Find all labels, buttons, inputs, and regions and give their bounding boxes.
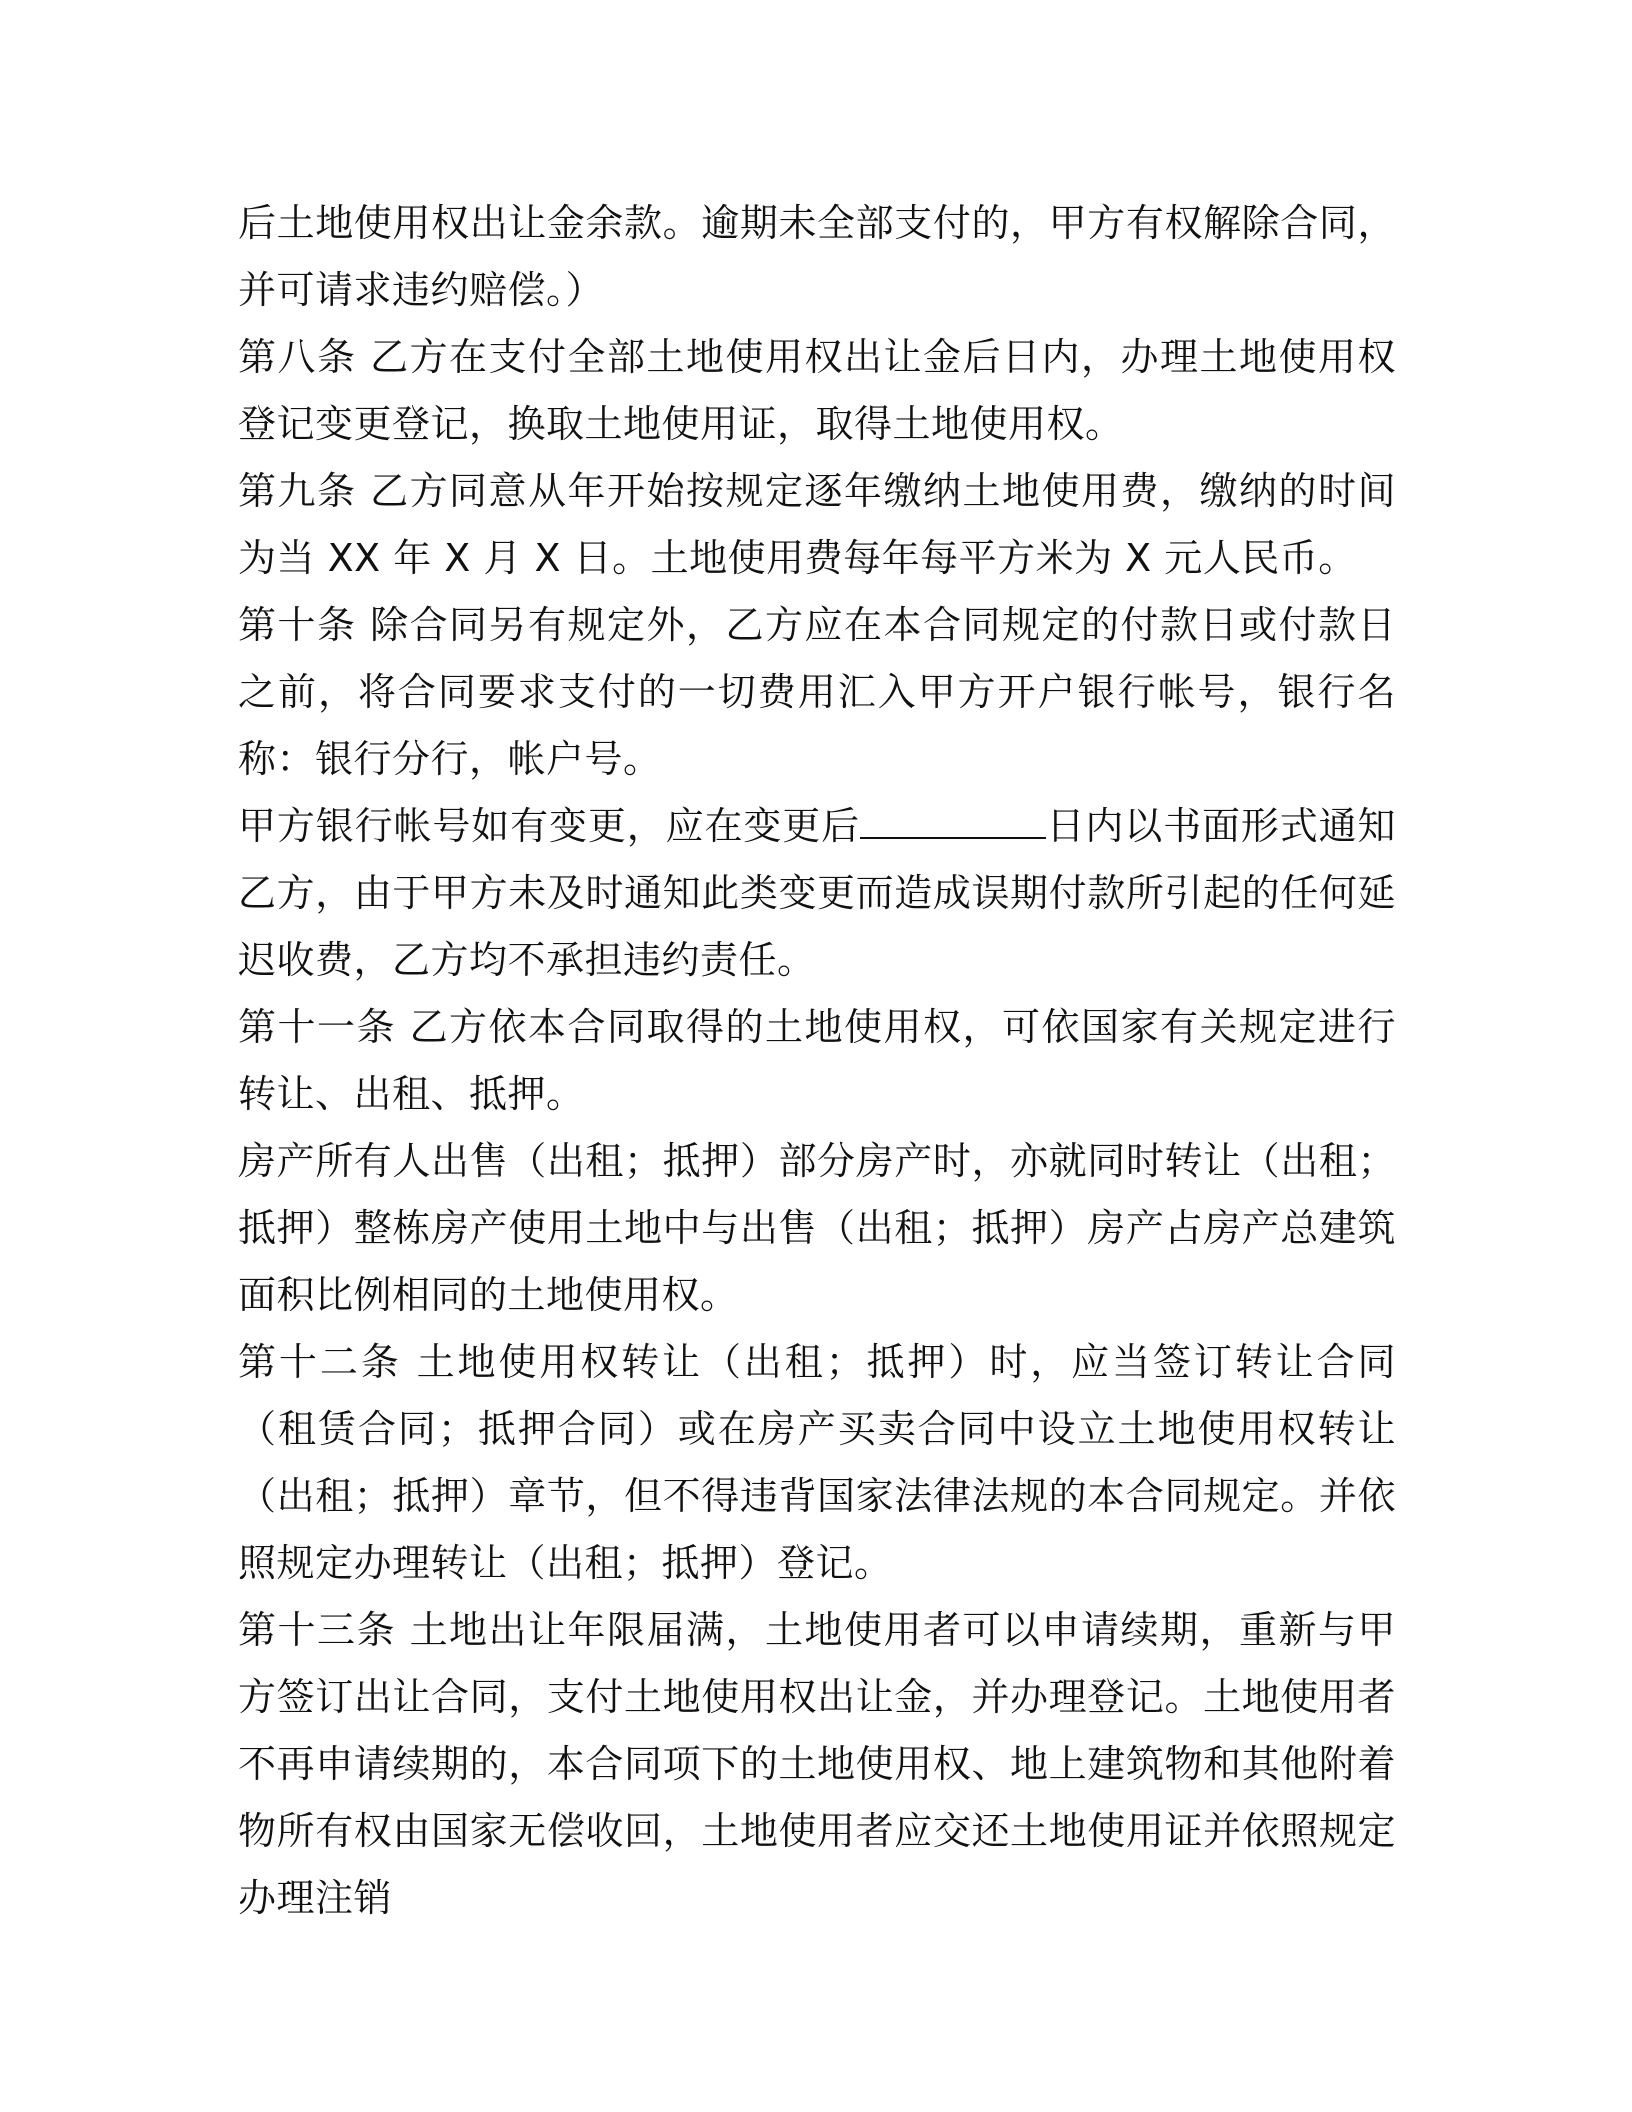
- paragraph-payment-balance: 后土地使用权出让金余款。逾期未全部支付的，甲方有权解除合同，并可请求违约赔偿。）: [238, 201, 1396, 312]
- paragraph-article-10: 第十条 除合同另有规定外，乙方应在本合同规定的付款日或付款日之前，将合同要求支付的一切费用汇入甲方开户银行帐号，银行名称：银行分行，帐户号。: [238, 603, 1396, 781]
- paragraph-article-8: 第八条 乙方在支付全部土地使用权出让金后日内，办理土地使用权登记变更登记，换取土地使用证，取得土地使用权。: [238, 335, 1396, 446]
- paragraph-bank-account-change: [238, 793, 1396, 994]
- paragraph-article-12: 第十二条 土地使用权转让（出租；抵押）时，应当签订转让合同（租赁合同；抵押合同）或在房产买卖合同中设立土地使用权转让（出租；抵押）章节，但不得违背国家法律法规的本合同规定。并依照规定办理转让（出租；抵押）登记。: [238, 1340, 1396, 1585]
- document-body: [238, 190, 1396, 1932]
- paragraph-article-11: 第十一条 乙方依本合同取得的土地使用权，可依国家有关规定进行转让、出租、抵押。: [238, 1005, 1396, 1116]
- fill-in-blank-line: [860, 803, 1046, 839]
- paragraph-article-13: 第十三条 土地出让年限届满，土地使用者可以申请续期，重新与甲方签订出让合同，支付土地使用权出让金，并办理登记。土地使用者不再申请续期的，本合同项下的土地使用权、地上建筑物和其他附着物所有权由国家无偿收回，土地使用者应交还土地使用证并依照规定办理注销: [238, 1608, 1396, 1920]
- paragraph-property-sale: 房产所有人出售（出租；抵押）部分房产时，亦就同时转让（出租；抵押）整栋房产使用土地中与出售（出租；抵押）房产占房产总建筑面积比例相同的土地使用权。: [238, 1139, 1396, 1317]
- bank-notice-text-after: 日内以书面形式通知乙方，由于甲方未及时通知此类变更而造成误期付款所引起的任何延迟收费，乙方均不承担违约责任。: [238, 804, 1396, 982]
- bank-notice-text-before: 甲方银行帐号如有变更，应在变更后: [238, 804, 861, 848]
- paragraph-article-9: 第九条 乙方同意从年开始按规定逐年缴纳土地使用费，缴纳的时间为当 XX 年 X 月 X 日。土地使用费每年每平方米为 X 元人民币。: [238, 469, 1396, 580]
